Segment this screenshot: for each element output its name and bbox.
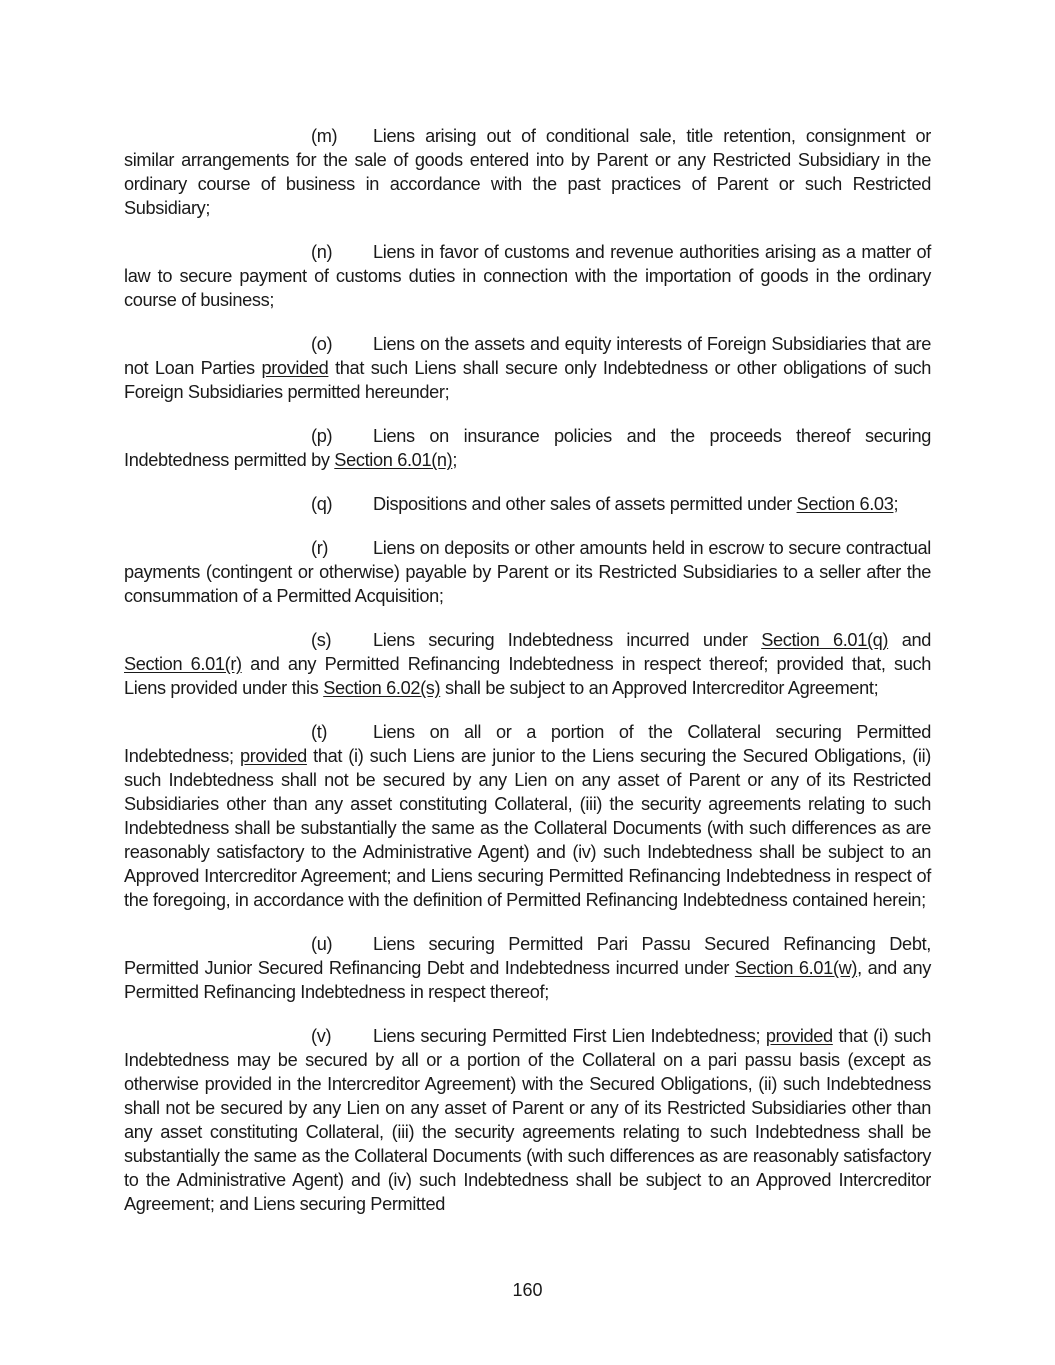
clause-text: Liens on the assets and equity interests of Foreign Subsidiaries that are not Loan Parties — [124, 334, 931, 378]
clause-paragraph — [124, 628, 931, 700]
clause-text: and any Permitted Refinancing Indebtedness in respect thereof; provided that, such Liens provided under this — [124, 654, 931, 698]
cross-reference: provided — [239, 746, 307, 766]
clause-paragraph — [124, 932, 931, 1004]
clause-paragraph — [124, 240, 931, 312]
clause-text: shall be subject to an Approved Intercreditor Agreement; — [440, 678, 879, 698]
clause-paragraph — [124, 536, 931, 608]
clause-list — [124, 124, 931, 1216]
clause-text: Liens on deposits or other amounts held in escrow to secure contractual payments (contingent or otherwise) payable by Parent or its Restricted Subsidiaries to a seller after the consummation of a Permitted Acquisition; — [124, 538, 931, 606]
clause-paragraph — [124, 1024, 931, 1216]
clause-text: Liens securing Permitted Pari Passu Secured Refinancing Debt, Permitted Junior Secured Refinancing Debt and Indebtedness incurred under — [124, 934, 931, 978]
clause-text: , and any Permitted Refinancing Indebtedness in respect thereof; — [124, 958, 931, 1002]
clause-label: (m) — [311, 126, 338, 146]
clause-label: (v) — [311, 1026, 332, 1046]
clause-label: (r) — [311, 538, 329, 558]
cross-reference: Section 6.01(r) — [124, 654, 242, 674]
cross-reference: Section 6.01(q) — [761, 630, 889, 650]
cross-reference: provided — [261, 358, 329, 378]
clause-label: (n) — [311, 242, 333, 262]
clause-paragraph — [124, 492, 931, 516]
clause-text: Liens in favor of customs and revenue authorities arising as a matter of law to secure payment of customs duties in connection with the importation of goods in the ordinary course of business; — [124, 242, 931, 310]
clause-text: Liens on all or a portion of the Collateral securing Permitted Indebtedness; — [124, 722, 931, 766]
cross-reference: Section 6.02(s) — [323, 678, 441, 698]
page-number: 160 — [512, 1280, 543, 1300]
clause-text: that (i) such Indebtedness may be secured by all or a portion of the Collateral on a pari passu basis (except as otherwise provided in the Intercreditor Agreement) with the Secured Obligations, (ii) such Indebtedness shall not be secured by any Lien on any asset of Parent or any of its Restricted Subsidiaries other than any asset constituting Collateral, (iii) the security agreements relating to such Indebtedness shall be substantially the same as the Collateral Documents (with such differences as are reasonably satisfactory to the Administrative Agent) and (iv) such Indebtedness shall be subject to an Approved Intercreditor Agreement; and Liens securing Permitted — [124, 1026, 931, 1214]
clause-label: (t) — [311, 722, 328, 742]
document-page — [124, 124, 931, 1236]
clause-label: (p) — [311, 426, 333, 446]
cross-reference: Section 6.03 — [796, 494, 894, 514]
clause-paragraph — [124, 720, 931, 912]
clause-text: ; — [893, 494, 899, 514]
cross-reference: provided — [765, 1026, 833, 1046]
clause-text: that such Liens shall secure only Indebtedness or other obligations of such Foreign Subsidiaries permitted hereunder; — [124, 358, 931, 402]
clause-paragraph — [124, 124, 931, 220]
clause-paragraph — [124, 332, 931, 404]
clause-text: ; — [452, 450, 458, 470]
clause-label: (u) — [311, 934, 333, 954]
clause-text: Dispositions and other sales of assets permitted under — [373, 494, 797, 514]
cross-reference: Section 6.01(w) — [734, 958, 858, 978]
clause-text: that (i) such Liens are junior to the Liens securing the Secured Obligations, (ii) such Indebtedness shall not be secured by any Lien on any asset of Parent or any of its Restricted Subsidiaries other than any asset constituting Collateral, (iii) the security agreements relating to such Indebtedness shall be substantially the same as the Collateral Documents (with such differences as are reasonably satisfactory to the Administrative Agent) and (iv) such Indebtedness shall be subject to an Approved Intercreditor Agreement; and Liens securing Permitted Refinancing Indebtedness in respect of the foregoing, in accordance with the definition of Permitted Refinancing Indebtedness contained herein; — [124, 746, 932, 910]
clause-text: Liens arising out of conditional sale, title retention, consignment or similar arrangements for the sale of goods entered into by Parent or any Restricted Subsidiary in the ordinary course of business in accordance with the past practices of Parent or such Restricted Subsidiary; — [124, 126, 931, 218]
clause-text: Liens on insurance policies and the proceeds thereof securing Indebtedness permitted by — [124, 426, 931, 470]
clause-label: (o) — [311, 334, 333, 354]
clause-label: (q) — [311, 494, 333, 514]
clause-text: Liens securing Permitted First Lien Indebtedness; — [373, 1026, 766, 1046]
clause-paragraph — [124, 424, 931, 472]
clause-label: (s) — [311, 630, 332, 650]
cross-reference: Section 6.01(n) — [334, 450, 453, 470]
clause-text: and — [888, 630, 931, 650]
clause-text: Liens securing Indebtedness incurred under — [373, 630, 762, 650]
